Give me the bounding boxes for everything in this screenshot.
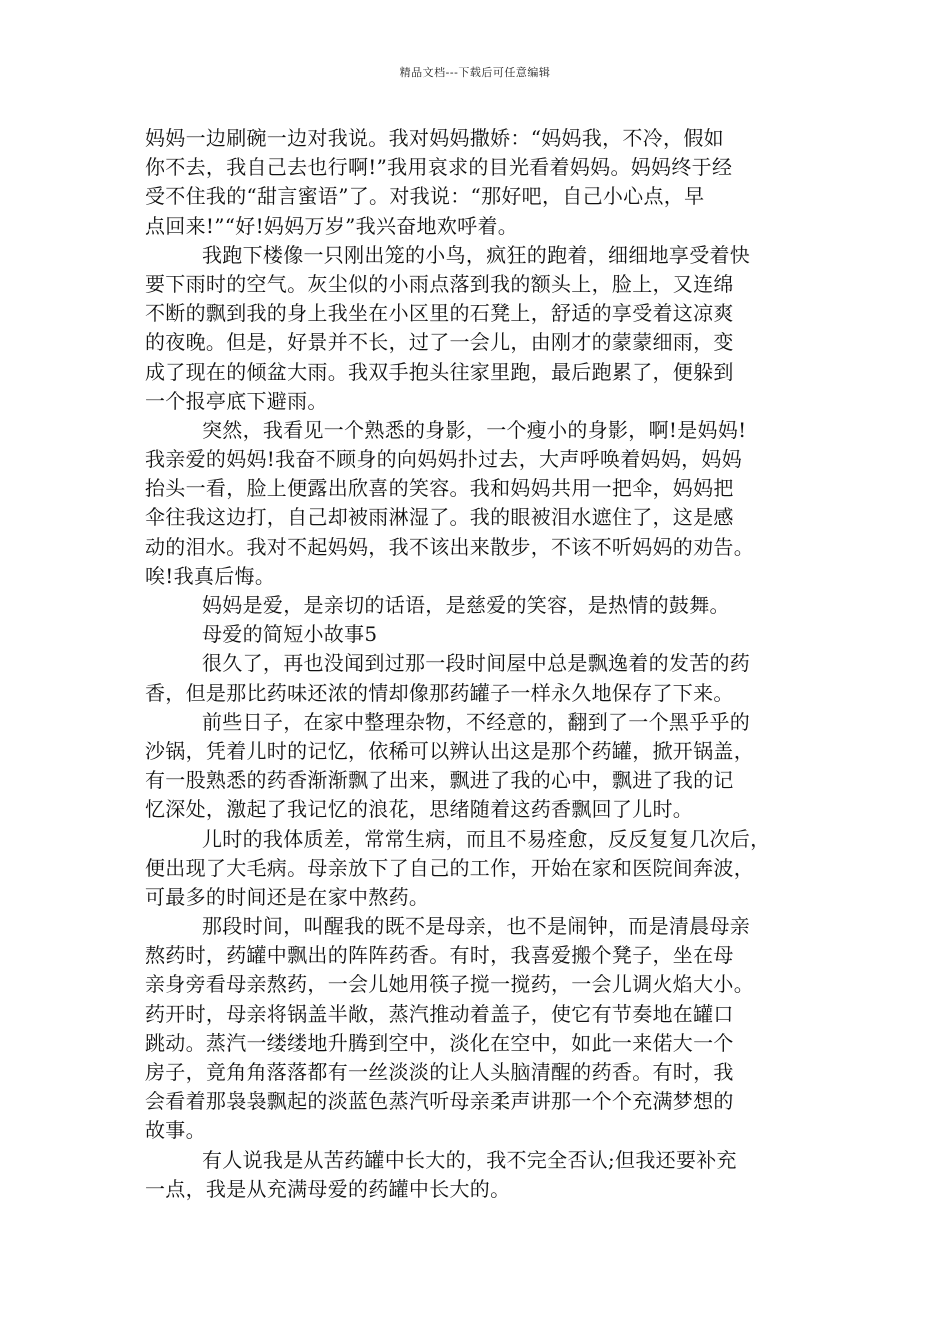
- text-line: 忆深处，激起了我记忆的浪花，思绪随着这药香飘回了儿时。: [145, 797, 694, 822]
- text-line: 我亲爱的妈妈!我奋不顾身的向妈妈扑过去，大声呼唤着妈妈，妈妈: [145, 447, 743, 472]
- text-line: 很久了，再也没闻到过那一段时间屋中总是飘逸着的发苦的药: [202, 651, 751, 676]
- text-line: 点回来!”“好!妈妈万岁”我兴奋地欢呼着。: [145, 213, 519, 238]
- text-line: 我跑下楼像一只刚出笼的小鸟，疯狂的跑着，细细地享受着快: [202, 242, 751, 267]
- text-line: 要下雨时的空气。灰尘似的小雨点落到我的额头上，脸上，又连绵: [145, 271, 734, 296]
- text-line: 成了现在的倾盆大雨。我双手抱头往家里跑，最后跑累了，便躲到: [145, 359, 734, 384]
- text-line: 受不住我的“甜言蜜语”了。对我说：“那好吧，自己小心点，早: [145, 184, 705, 209]
- text-line: 伞往我这边打，自己却被雨淋湿了。我的眼被泪水遮住了，这是感: [145, 505, 734, 530]
- text-line: 那段时间，叫醒我的既不是母亲，也不是闹钟，而是清晨母亲: [202, 914, 751, 939]
- text-line: 妈妈是爱，是亲切的话语，是慈爱的笑容，是热情的鼓舞。: [202, 593, 730, 617]
- text-line: 会看着那袅袅飘起的淡蓝色蒸汽听母亲柔声讲那一个个充满梦想的: [145, 1089, 734, 1114]
- text-line: 抬头一看，脸上便露出欣喜的笑容。我和妈妈共用一把伞，妈妈把: [145, 476, 734, 501]
- text-line: 儿时的我体质差，常常生病，而且不易痊愈，反反复复几次后，: [202, 826, 771, 851]
- text-line: 熬药时，药罐中飘出的阵阵药香。有时，我喜爱搬个凳子，坐在母: [145, 943, 734, 968]
- text-line: 一点，我是从充满母爱的药罐中长大的。: [145, 1176, 511, 1201]
- text-line: 前些日子，在家中整理杂物，不经意的，翻到了一个黑乎乎的: [202, 709, 751, 734]
- text-line: 突然，我看见一个熟悉的身影，一个瘦小的身影，啊!是妈妈!: [202, 417, 747, 442]
- text-line: 的夜晚。但是，好景并不长，过了一会儿，由刚才的蒙蒙细雨，变: [145, 330, 734, 355]
- text-line: 房子，竟角角落落都有一丝淡淡的让人头脑清醒的药香。有时，我: [145, 1060, 734, 1084]
- text-line: 不断的飘到我的身上我坐在小区里的石凳上，舒适的享受着这凉爽: [145, 301, 734, 326]
- text-line: 唉!我真后悔。: [145, 563, 276, 588]
- text-line: 动的泪水。我对不起妈妈，我不该出来散步，不该不听妈妈的劝告。: [145, 534, 754, 559]
- text-line: 故事。: [145, 1118, 206, 1143]
- text-line: 亲身旁看母亲熬药，一会儿她用筷子搅一搅药，一会儿调火焰大小。: [145, 972, 754, 997]
- text-line: 有一股熟悉的药香渐渐飘了出来，飘进了我的心中，飘进了我的记: [145, 768, 734, 793]
- text-line: 一个报亭底下避雨。: [145, 388, 328, 413]
- text-line: 香，但是那比药味还浓的情却像那药罐子一样永久地保存了下来。: [145, 680, 734, 705]
- text-line: 药开时，母亲将锅盖半敞，蒸汽推动着盖子，使它有节奏地在罐口: [145, 1001, 734, 1026]
- text-line: 可最多的时间还是在家中熬药。: [145, 884, 430, 909]
- text-line: 有人说我是从苦药罐中长大的，我不完全否认;但我还要补充: [202, 1147, 737, 1172]
- text-line: 你不去，我自己去也行啊!”我用哀求的目光看着妈妈。妈妈终于经: [145, 155, 733, 180]
- text-line: 母爱的简短小故事5: [202, 622, 378, 647]
- page-header: 精品文档---下载后可任意编辑: [399, 66, 551, 79]
- text-line: 便出现了大毛病。母亲放下了自己的工作，开始在家和医院间奔波，: [145, 855, 754, 880]
- text-line: 跳动。蒸汽一缕缕地升腾到空中，淡化在空中，如此一来偌大一个: [145, 1030, 734, 1055]
- text-line: 妈妈一边刷碗一边对我说。我对妈妈撒娇：“妈妈我，不冷，假如: [145, 126, 724, 150]
- text-line: 沙锅，凭着儿时的记忆，依稀可以辨认出这是那个药罐，掀开锅盖，: [145, 738, 754, 763]
- document-body: [145, 124, 815, 1204]
